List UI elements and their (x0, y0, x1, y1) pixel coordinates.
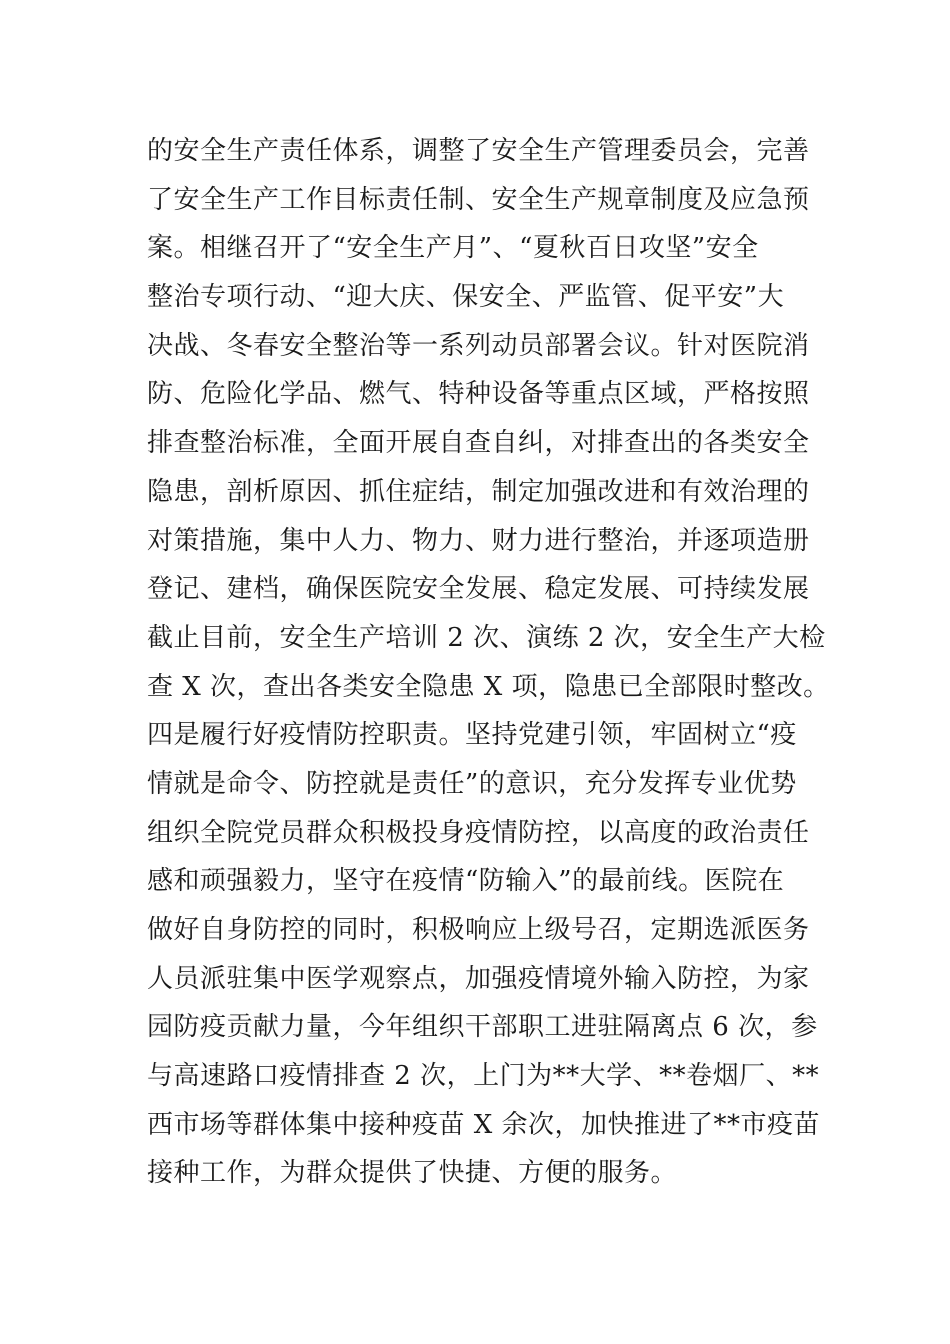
text-line: 截止目前，安全生产培训 2 次、演练 2 次，安全生产大检 (147, 622, 826, 653)
text-line: 排查整治标准，全面开展自查自纠，对排查出的各类安全 (147, 428, 810, 459)
text-line: 感和顽强毅力，坚守在疫情“防输入”的最前线。医院在 (147, 866, 785, 897)
text-line: 决战、冬春安全整治等一系列动员部署会议。针对医院消 (147, 330, 810, 361)
text-line: 四是履行好疫情防控职责。坚持党建引领，牢固树立“疫 (147, 720, 797, 751)
text-line: 与高速路口疫情排查 2 次，上门为**大学、**卷烟厂、** (147, 1061, 820, 1092)
text-line: 组织全院党员群众积极投身疫情防控，以高度的政治责任 (147, 817, 810, 848)
text-line: 情就是命令、防控就是责任”的意识，充分发挥专业优势 (147, 768, 797, 799)
text-line: 隐患，剖析原因、抓住症结，制定加强改进和有效治理的 (147, 476, 810, 507)
text-line: 人员派驻集中医学观察点，加强疫情境外输入防控，为家 (147, 963, 810, 994)
text-line: 防、危险化学品、燃气、特种设备等重点区域，严格按照 (147, 379, 810, 410)
text-line: 登记、建档，确保医院安全发展、稳定发展、可持续发展 (147, 574, 810, 605)
text-line: 做好自身防控的同时，积极响应上级号召，定期选派医务 (147, 915, 810, 945)
text-line: 了安全生产工作目标责任制、安全生产规章制度及应急预 (147, 184, 810, 215)
text-line: 对策措施，集中人力、物力、财力进行整治，并逐项造册 (147, 525, 810, 556)
text-line: 案。相继召开了“安全生产月”、“夏秋百日攻坚”安全 (147, 233, 759, 264)
text-line: 查 X 次，查出各类安全隐患 X 项，隐患已全部限时整改。 (147, 671, 830, 702)
body-text (147, 127, 830, 1198)
text-line: 整治专项行动、“迎大庆、保安全、严监管、促平安”大 (147, 282, 785, 313)
text-line: 西市场等群体集中接种疫苗 X 余次，加快推进了**市疫苗 (147, 1109, 821, 1140)
text-line: 接种工作，为群众提供了快捷、方便的服务。 (147, 1158, 678, 1189)
text-line: 园防疫贡献力量，今年组织干部职工进驻隔离点 6 次，参 (147, 1012, 818, 1043)
text-line: 的安全生产责任体系，调整了安全生产管理委员会，完善 (147, 136, 810, 166)
